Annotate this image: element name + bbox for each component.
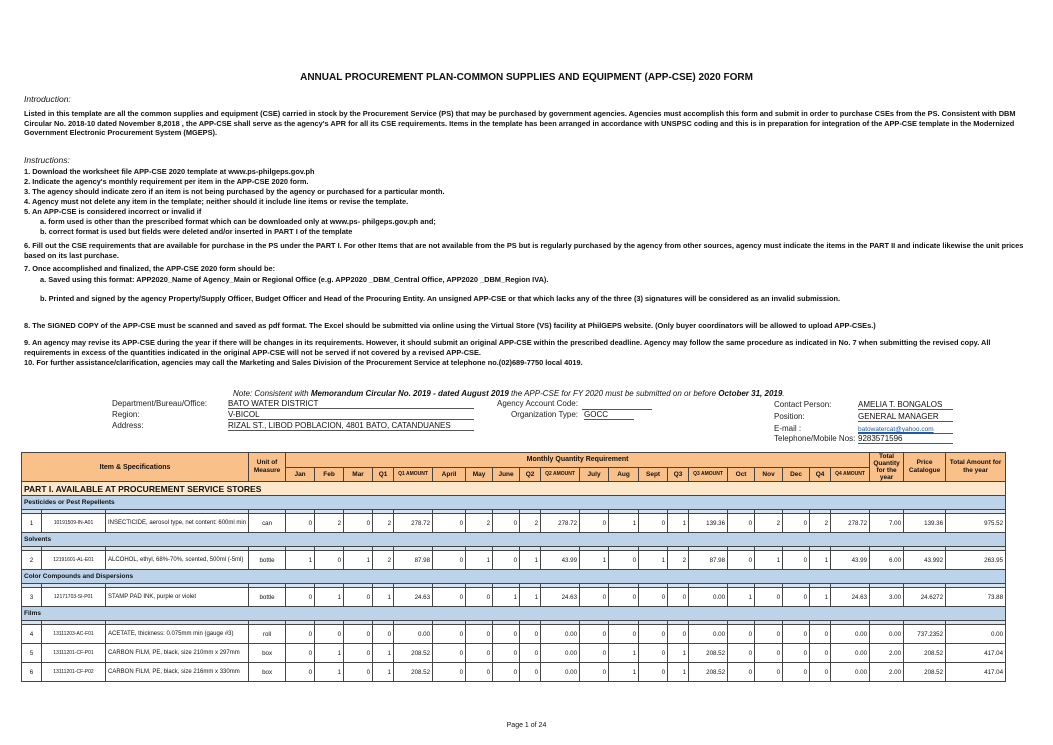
total-quantity-cell: 2.00 <box>870 663 904 682</box>
instruction-item: a. Saved using this format: APP2020_Name of Agency_Main or Regional Office (e.g. APP2020 _DBM_Central Office, APP2020 _DBM_Region IVA). <box>40 275 549 284</box>
quantity-cell[interactable]: 1 <box>373 588 394 607</box>
quantity-cell[interactable]: 0 <box>668 625 689 644</box>
quantity-cell[interactable]: 0 <box>810 644 831 663</box>
quarter-amount-cell: 0.00 <box>689 625 728 644</box>
total-quantity-cell: 0.00 <box>870 625 904 644</box>
quantity-cell[interactable]: 0 <box>639 625 668 644</box>
quantity-cell[interactable]: 0 <box>728 663 755 682</box>
quantity-cell[interactable]: 1 <box>609 663 639 682</box>
quantity-cell[interactable]: 0 <box>580 588 609 607</box>
table-row <box>22 644 1006 663</box>
quantity-cell[interactable]: 1 <box>520 588 541 607</box>
instruction-item: b. correct format is used but fields were deleted and/or inserted in PART I of the template <box>40 227 353 236</box>
instruction-item: 1. Download the worksheet file APP-CSE 2020 template at www.ps-philgeps.gov.ph <box>24 167 315 176</box>
monthly-qty-header: Monthly Quantity Requirement <box>286 453 870 468</box>
quantity-cell[interactable]: 0 <box>755 625 783 644</box>
quantity-cell[interactable]: 0 <box>466 644 493 663</box>
total-quantity-cell: 7.00 <box>870 514 904 533</box>
quantity-cell[interactable]: 0 <box>315 551 344 570</box>
quantity-cell[interactable]: 0 <box>728 625 755 644</box>
price-cell: 737.2352 <box>904 625 946 644</box>
instruction-item: b. Printed and signed by the agency Property/Supply Officer, Budget Officer and Head of the Procuring Entity. An unsigned APP-CSE or that which lacks any of the three (3) signatures will be considered as an invalid submission. <box>40 294 841 303</box>
quantity-cell[interactable]: 0 <box>580 663 609 682</box>
quantity-cell[interactable]: 2 <box>810 514 831 533</box>
org-type-label: Organization Type: <box>511 410 579 419</box>
column-header: Q4 <box>810 467 831 482</box>
quantity-cell[interactable]: 1 <box>373 644 394 663</box>
instruction-item: 3. The agency should indicate zero if an item is not being purchased by the agency or purchased for a particular month. <box>24 187 445 196</box>
instruction-item: 2. Indicate the agency's monthly requirement per item in the APP-CSE 2020 form. <box>24 177 309 186</box>
dept-label: Department/Bureau/Office: <box>112 399 208 408</box>
quantity-cell[interactable]: 0 <box>315 625 344 644</box>
instruction-item: 10. For further assistance/clarification, agencies may call the Marketing and Sales Division of the Procurement Service at telephone no.(02)689-7750 local 4019. <box>24 358 583 367</box>
quantity-cell[interactable]: 0 <box>344 625 373 644</box>
quantity-cell[interactable]: 0 <box>810 663 831 682</box>
category-heading: Films <box>22 607 1006 621</box>
quantity-cell[interactable]: 0 <box>639 514 668 533</box>
quantity-cell[interactable]: 0 <box>286 663 315 682</box>
quarter-amount-cell: 208.52 <box>689 663 728 682</box>
table-row <box>22 588 1006 607</box>
quantity-cell[interactable]: 0 <box>728 644 755 663</box>
quarter-amount-cell: 0.00 <box>541 644 580 663</box>
unit-of-measure: box <box>249 663 286 682</box>
total-quantity-cell: 2.00 <box>870 644 904 663</box>
category-heading: Solvents <box>22 533 1006 547</box>
quantity-cell[interactable]: 0 <box>755 588 783 607</box>
phone-field[interactable]: 9283571596 <box>858 434 953 444</box>
quantity-cell[interactable]: 0 <box>520 663 541 682</box>
quantity-cell[interactable]: 0 <box>286 625 315 644</box>
intro-text: Listed in this template are all the common supplies and equipment (CSE) carried in stock by the Procurement Service (PS) that may be purchased by government agencies. Agencies must accomplish this form and submit in order to purchase CSEs from the PS. Consistent with DBM Circular No. 2018-10 dated November 8,2018 , the APP-CSE shall serve as the agency's APR for all its CSE requirements. Items in the template has been arranged in accordance with UNSPSC coding and this is in preparation for integration of the APP-CSE template in the Modernized Government Electronic Procurement System (MGEPS). <box>24 109 1016 137</box>
position-field[interactable]: GENERAL MANAGER <box>858 412 953 422</box>
quantity-cell[interactable]: 0 <box>580 514 609 533</box>
item-number: 2 <box>22 551 42 570</box>
item-number: 4 <box>22 625 42 644</box>
quantity-cell[interactable]: 1 <box>520 551 541 570</box>
quantity-cell[interactable]: 0 <box>609 551 639 570</box>
quantity-cell[interactable]: 0 <box>755 644 783 663</box>
quantity-cell[interactable]: 0 <box>433 514 466 533</box>
quarter-amount-cell: 0.00 <box>541 663 580 682</box>
quantity-cell[interactable]: 1 <box>315 644 344 663</box>
item-description: INSECTICIDE, aerosol type, net content: 600ml min <box>106 514 249 533</box>
position-label: Position: <box>774 412 805 421</box>
item-code: 12191601-AL-E01 <box>42 551 106 570</box>
quantity-cell[interactable]: 1 <box>668 644 689 663</box>
column-header: Nov <box>755 467 783 482</box>
price-cell: 208.52 <box>904 644 946 663</box>
total-qty-header: Total Quantity for the year <box>870 453 904 482</box>
quantity-cell[interactable]: 1 <box>609 644 639 663</box>
column-header: Dec <box>783 467 810 482</box>
region-field[interactable]: V-BICOL <box>228 410 474 420</box>
column-header: Sept <box>639 467 668 482</box>
column-header: Aug <box>609 467 639 482</box>
quantity-cell[interactable]: 0 <box>433 625 466 644</box>
quantity-cell[interactable]: 1 <box>466 551 493 570</box>
column-header: Q3 <box>668 467 689 482</box>
column-header: Q2 <box>520 467 541 482</box>
app-cse-table <box>21 452 1006 682</box>
quantity-cell[interactable]: 1 <box>810 551 831 570</box>
column-header: Mar <box>344 467 373 482</box>
unit-header: Unit of Measure <box>249 453 286 482</box>
column-header: April <box>433 467 466 482</box>
item-description: ALCOHOL, ethyl, 68%-70%, scented, 500ml (-5ml) <box>106 551 249 570</box>
quantity-cell[interactable]: 0 <box>344 588 373 607</box>
column-header: Q1 AMOUNT <box>394 467 433 482</box>
phone-label: Telephone/Mobile Nos: <box>774 434 856 443</box>
column-header: Q3 AMOUNT <box>689 467 728 482</box>
item-code: 10191509-IN-A01 <box>42 514 106 533</box>
quantity-cell[interactable]: 0 <box>728 514 755 533</box>
quantity-cell[interactable]: 2 <box>755 514 783 533</box>
instructions-label: Instructions: <box>24 155 70 165</box>
quantity-cell[interactable]: 1 <box>728 588 755 607</box>
total-amount-cell: 0.00 <box>946 625 1006 644</box>
total-amount-cell: 417.04 <box>946 644 1006 663</box>
quantity-cell[interactable]: 2 <box>315 514 344 533</box>
quantity-cell[interactable]: 0 <box>580 625 609 644</box>
quarter-amount-cell: 208.52 <box>394 644 433 663</box>
quarter-amount-cell: 278.72 <box>394 514 433 533</box>
column-header: Oct <box>728 467 755 482</box>
quantity-cell[interactable]: 0 <box>580 644 609 663</box>
table-row <box>22 625 1006 644</box>
org-type-field[interactable]: GOCC <box>584 410 634 420</box>
region-label: Region: <box>112 410 140 419</box>
quantity-cell[interactable]: 1 <box>315 663 344 682</box>
quantity-cell[interactable]: 0 <box>520 644 541 663</box>
column-header: Q4 AMOUNT <box>831 467 870 482</box>
total-quantity-cell: 3.00 <box>870 588 904 607</box>
quantity-cell[interactable]: 0 <box>783 663 810 682</box>
quarter-amount-cell: 208.52 <box>689 644 728 663</box>
page-number: Page 1 of 24 <box>506 722 547 729</box>
quantity-cell[interactable]: 1 <box>668 663 689 682</box>
quantity-cell[interactable]: 0 <box>433 551 466 570</box>
quarter-amount-cell: 0.00 <box>831 625 870 644</box>
address-label: Address: <box>112 421 144 430</box>
quantity-cell[interactable]: 0 <box>286 514 315 533</box>
quantity-cell[interactable]: 2 <box>466 514 493 533</box>
item-code: 13111201-CF-P02 <box>42 663 106 682</box>
quantity-cell[interactable]: 0 <box>639 663 668 682</box>
address-field[interactable]: RIZAL ST., LIBOD POBLACION, 4801 BATO, CATANDUANES <box>228 421 474 431</box>
item-description: CARBON FILM, PE, black, size 210mm x 297mm <box>106 644 249 663</box>
column-header: Q1 <box>373 467 394 482</box>
table-row <box>22 514 1006 533</box>
table-row <box>22 551 1006 570</box>
item-description: ACETATE, thickness: 0.075mm min (gauge #3) <box>106 625 249 644</box>
dept-field[interactable]: BATO WATER DISTRICT <box>228 399 474 409</box>
quarter-amount-cell: 139.36 <box>689 514 728 533</box>
quantity-cell[interactable]: 0 <box>639 588 668 607</box>
column-header: Q2 AMOUNT <box>541 467 580 482</box>
unit-of-measure: box <box>249 644 286 663</box>
quarter-amount-cell: 0.00 <box>394 625 433 644</box>
instruction-item: 4. Agency must not delete any item in the template; neither should it include line items or revise the template. <box>24 197 409 206</box>
item-code: 13111201-CF-P01 <box>42 644 106 663</box>
part1-heading: PART I. AVAILABLE AT PROCUREMENT SERVICE STORES <box>22 482 1006 496</box>
item-number: 1 <box>22 514 42 533</box>
column-header: Feb <box>315 467 344 482</box>
price-cell: 43.992 <box>904 551 946 570</box>
total-amount-cell: 263.95 <box>946 551 1006 570</box>
quantity-cell[interactable]: 1 <box>580 551 609 570</box>
quantity-cell[interactable]: 0 <box>493 514 520 533</box>
total-amount-header: Total Amount for the year <box>946 453 1006 482</box>
quarter-amount-cell: 87.98 <box>689 551 728 570</box>
total-quantity-cell: 6.00 <box>870 551 904 570</box>
quantity-cell[interactable]: 2 <box>373 551 394 570</box>
quantity-cell[interactable]: 0 <box>286 588 315 607</box>
instruction-item: 5. An APP-CSE is considered incorrect or invalid if <box>24 207 202 216</box>
item-description: STAMP PAD INK, purple or violet <box>106 588 249 607</box>
quantity-cell[interactable]: 0 <box>520 625 541 644</box>
quantity-cell[interactable]: 0 <box>344 514 373 533</box>
quantity-cell[interactable]: 0 <box>609 625 639 644</box>
quarter-amount-cell: 0.00 <box>541 625 580 644</box>
quarter-amount-cell: 24.63 <box>831 588 870 607</box>
quantity-cell[interactable]: 2 <box>520 514 541 533</box>
quarter-amount-cell: 24.63 <box>541 588 580 607</box>
quantity-cell[interactable]: 1 <box>810 588 831 607</box>
quantity-cell[interactable]: 1 <box>609 514 639 533</box>
item-number: 5 <box>22 644 42 663</box>
quantity-cell[interactable]: 0 <box>728 551 755 570</box>
unit-of-measure: can <box>249 514 286 533</box>
page-title: ANNUAL PROCUREMENT PLAN-COMMON SUPPLIES AND EQUIPMENT (APP-CSE) 2020 FORM <box>300 72 753 83</box>
quantity-cell[interactable]: 0 <box>433 588 466 607</box>
item-number: 3 <box>22 588 42 607</box>
quantity-cell[interactable]: 0 <box>433 663 466 682</box>
quantity-cell[interactable]: 0 <box>783 625 810 644</box>
quantity-cell[interactable]: 0 <box>466 625 493 644</box>
quantity-cell[interactable]: 1 <box>315 588 344 607</box>
quantity-cell[interactable]: 0 <box>493 551 520 570</box>
quarter-amount-cell: 0.00 <box>831 663 870 682</box>
quarter-amount-cell: 0.00 <box>689 588 728 607</box>
unit-of-measure: bottle <box>249 551 286 570</box>
quantity-cell[interactable]: 1 <box>493 588 520 607</box>
quantity-cell[interactable]: 1 <box>755 551 783 570</box>
quantity-cell[interactable]: 1 <box>639 551 668 570</box>
price-header: Price Catalogue <box>904 453 946 482</box>
quantity-cell[interactable]: 0 <box>810 625 831 644</box>
instruction-item: 9. An agency may revise its APP-CSE during the year if there will be changes in its requirements. However, it should submit an original APP-CSE within the prescribed deadline. Agency may follow the same procedure as indicated in No. 7 when submitting the revised copy. All requirements in excess of the quantities indicated in the original APP-CSE will not be served if not covered by a revised APP-CSE. <box>24 338 991 357</box>
contact-field[interactable]: AMELIA T. BONGALOS <box>858 400 953 410</box>
quantity-cell[interactable]: 0 <box>344 663 373 682</box>
quarter-amount-cell: 208.52 <box>394 663 433 682</box>
quantity-cell[interactable]: 0 <box>433 644 466 663</box>
quantity-cell[interactable]: 0 <box>783 588 810 607</box>
price-cell: 139.36 <box>904 514 946 533</box>
quantity-cell[interactable]: 2 <box>668 551 689 570</box>
table-row <box>22 663 1006 682</box>
column-header: Jan <box>286 467 315 482</box>
quantity-cell[interactable]: 0 <box>466 588 493 607</box>
quarter-amount-cell: 43.99 <box>541 551 580 570</box>
quantity-cell[interactable]: 0 <box>639 644 668 663</box>
quantity-cell[interactable]: 1 <box>373 663 394 682</box>
account-code-label: Agency Account Code: <box>497 399 578 408</box>
quantity-cell[interactable]: 1 <box>344 551 373 570</box>
item-spec-header: Item & Specifications <box>22 453 249 482</box>
quarter-amount-cell: 278.72 <box>541 514 580 533</box>
item-description: CARBON FILM, PE, black, size 216mm x 330mm <box>106 663 249 682</box>
quantity-cell[interactable]: 0 <box>609 588 639 607</box>
column-header: June <box>493 467 520 482</box>
quarter-amount-cell: 278.72 <box>831 514 870 533</box>
column-header: July <box>580 467 609 482</box>
contact-label: Contact Person: <box>774 400 832 409</box>
price-cell: 24.6272 <box>904 588 946 607</box>
item-code: 13111203-AC-F01 <box>42 625 106 644</box>
quantity-cell[interactable]: 0 <box>783 514 810 533</box>
total-amount-cell: 417.04 <box>946 663 1006 682</box>
quantity-cell[interactable]: 0 <box>493 625 520 644</box>
total-amount-cell: 975.52 <box>946 514 1006 533</box>
quantity-cell[interactable]: 0 <box>493 644 520 663</box>
email-label: E-mail : <box>774 424 802 433</box>
quantity-cell[interactable]: 1 <box>286 551 315 570</box>
quantity-cell[interactable]: 0 <box>344 644 373 663</box>
price-cell: 208.52 <box>904 663 946 682</box>
column-header: May <box>466 467 493 482</box>
quantity-cell[interactable]: 0 <box>668 588 689 607</box>
quantity-cell[interactable]: 0 <box>783 551 810 570</box>
email-field[interactable]: batowatercat@yahoo.com <box>858 424 953 434</box>
instruction-item: 8. The SIGNED COPY of the APP-CSE must be scanned and saved as pdf format. The Excel should be submitted via online using the Virtual Store (VS) facility at PhilGEPS website. (Only buyer coordinators will be allowed to upload APP-CSEs.) <box>24 321 876 330</box>
category-heading: Color Compounds and Dispersions <box>22 570 1006 584</box>
total-amount-cell: 73.88 <box>946 588 1006 607</box>
quantity-cell[interactable]: 2 <box>373 514 394 533</box>
quantity-cell[interactable]: 0 <box>755 663 783 682</box>
item-number: 6 <box>22 663 42 682</box>
instruction-item: 6. Fill out the CSE requirements that are available for purchase in the PS under the PART I. For other Items that are not available from the PS but is regularly purchased by the agency from other sources, agency must indicate the items in the PART II and indicate likewise the unit prices based on its last purchase. <box>24 241 1024 260</box>
category-heading: Pesticides or Pest Repellents <box>22 496 1006 510</box>
quantity-cell[interactable]: 0 <box>493 663 520 682</box>
unit-of-measure: bottle <box>249 588 286 607</box>
quantity-cell[interactable]: 0 <box>286 644 315 663</box>
quantity-cell[interactable]: 1 <box>668 514 689 533</box>
instruction-item: 7. Once accomplished and finalized, the APP-CSE 2020 form should be: <box>24 264 276 273</box>
quarter-amount-cell: 24.63 <box>394 588 433 607</box>
quantity-cell[interactable]: 0 <box>783 644 810 663</box>
quantity-cell[interactable]: 0 <box>373 625 394 644</box>
quarter-amount-cell: 0.00 <box>831 644 870 663</box>
quarter-amount-cell: 43.99 <box>831 551 870 570</box>
item-code: 12171703-SI-P01 <box>42 588 106 607</box>
instruction-item: a. form used is other than the prescribed format which can be downloaded only at www.ps- philgeps.gov.ph and; <box>40 217 436 226</box>
quarter-amount-cell: 87.98 <box>394 551 433 570</box>
unit-of-measure: roll <box>249 625 286 644</box>
quantity-cell[interactable]: 0 <box>466 663 493 682</box>
submission-note: Note: Consistent with Memorandum Circular No. 2019 - dated August 2019 the APP-CSE for FY 2020 must be submitted on or before October 31, 2019. <box>233 389 785 398</box>
intro-label: Introduction: <box>24 94 71 104</box>
